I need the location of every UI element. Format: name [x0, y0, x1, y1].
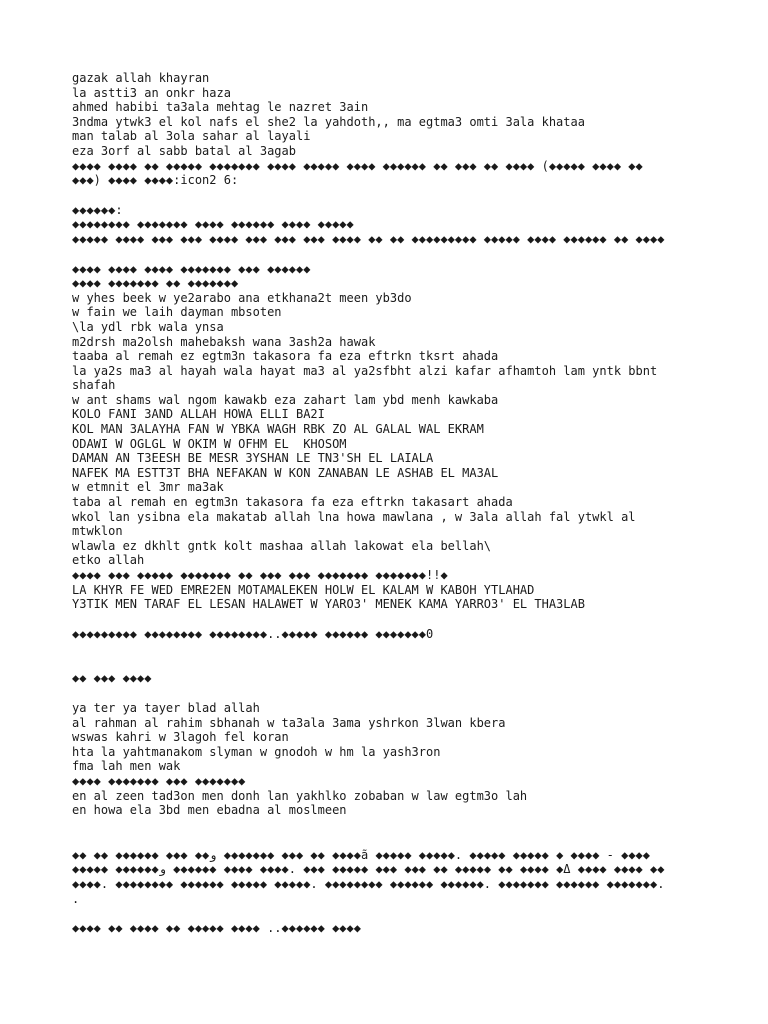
text-line: la ya2s ma3 al hayah wala hayat ma3 al ya2sfbht alzi kafar afhamtoh lam yntk bbnt [72, 363, 658, 378]
text-line: ◆◆◆◆◆ ◆◆◆◆ ◆◆◆ ◆◆◆ ◆◆◆◆ ◆◆◆ ◆◆◆ ◆◆◆ ◆◆◆◆ ◆◆ ◆◆ ◆◆◆◆◆◆◆◆◆ ◆◆◆◆◆ ◆◆◆◆ ◆◆◆◆◆◆ ◆◆ ◆◆◆◆ [72, 231, 665, 246]
text-block [72, 921, 702, 936]
text-line: en al zeen tad3on men donh lan yakhlko zobaban w law egtm3o lah [72, 788, 528, 803]
text-line: wkol lan ysibna ela makatab allah lna howa mawlana , w 3ala allah fal ytwkl al [72, 509, 636, 524]
text-block [72, 671, 702, 686]
text-line: ODAWI W OGLGL W OKIM W OFHM EL KHOSOM [72, 436, 347, 451]
text-block [72, 701, 702, 818]
text-line: ahmed habibi ta3ala mehtag le nazret 3ain [72, 100, 369, 115]
text-line: ◆◆◆◆. ◆◆◆◆◆◆◆◆ ◆◆◆◆◆◆ ◆◆◆◆◆ ◆◆◆◆◆. ◆◆◆◆◆◆◆◆ ◆◆◆◆◆◆ ◆◆◆◆◆◆. ◆◆◆◆◆◆◆ ◆◆◆◆◆◆ ◆◆◆◆◆◆◆. [72, 876, 665, 891]
text-line: w yhes beek w ye2arabo ana etkhana2t meen yb3do [72, 290, 412, 305]
text-line: ya ter ya tayer blad allah [72, 700, 260, 715]
text-line: hta la yahtmanakom slyman w gnodoh w hm la yash3ron [72, 744, 441, 759]
text-line: ◆◆◆◆◆ ◆◆◆◆◆◆و ◆◆◆◆◆◆ ◆◆◆◆ ◆◆◆◆. ◆◆◆ ◆◆◆◆◆ ◆◆◆ ◆◆◆ ◆◆ ◆◆◆◆◆ ◆◆ ◆◆◆◆ ◆Δ ◆◆◆◆ ◆◆◆◆ ◆◆ [72, 862, 665, 877]
text-line: mtwklon [72, 524, 123, 539]
text-line: taaba al remah ez egtm3n takasora fa eza eftrkn tksrt ahada [72, 349, 499, 364]
text-line: NAFEK MA ESTT3T BHA NEFAKAN W KON ZANABAN LE ASHAB EL MA3AL [72, 465, 499, 480]
text-line: ◆◆◆◆ ◆◆◆◆◆◆◆ ◆◆ ◆◆◆◆◆◆◆ [72, 276, 239, 291]
text-line: wswas kahri w 3lagoh fel koran [72, 730, 289, 745]
text-line: ◆◆◆) ◆◆◆◆ ◆◆◆◆:icon2 6: [72, 173, 239, 188]
text-line: . [72, 891, 80, 906]
text-line: en howa ela 3bd men ebadna al moslmeen [72, 803, 347, 818]
text-line: KOL MAN 3ALAYHA FAN W YBKA WAGH RBK ZO AL GALAL WAL EKRAM [72, 422, 484, 437]
text-line: eza 3orf al sabb batal al 3agab [72, 143, 296, 158]
text-block [72, 848, 702, 906]
text-line: \la ydl rbk wala ynsa [72, 319, 224, 334]
text-line: taba al remah en egtm3n takasora fa eza eftrkn takasart ahada [72, 495, 513, 510]
text-block [72, 203, 702, 247]
text-block [72, 627, 702, 642]
text-block [72, 262, 702, 612]
text-line: w fain we laih dayman mbsoten [72, 305, 282, 320]
text-line: 3ndma ytwk3 el kol nafs el she2 la yahdoth,, ma egtma3 omti 3ala khataa [72, 114, 585, 129]
text-line: ◆◆◆◆◆◆◆◆ ◆◆◆◆◆◆◆ ◆◆◆◆ ◆◆◆◆◆◆ ◆◆◆◆ ◆◆◆◆◆ [72, 217, 354, 232]
text-line: m2drsh ma2olsh mahebaksh wana 3ash2a hawak [72, 334, 376, 349]
text-line: la astti3 an onkr haza [72, 85, 231, 100]
text-line: gazak allah khayran [72, 71, 210, 85]
text-line: ◆◆ ◆◆ ◆◆◆◆◆◆ ◆◆◆ ◆◆و ◆◆◆◆◆◆◆ ◆◆◆ ◆◆ ◆◆◆◆ã ◆◆◆◆◆ ◆◆◆◆◆. ◆◆◆◆◆ ◆◆◆◆◆ ◆ ◆◆◆◆ - ◆◆◆◆ [72, 847, 650, 862]
text-line: ◆◆ ◆◆◆ ◆◆◆◆ [72, 671, 152, 686]
text-line: shafah [72, 378, 116, 393]
text-line: ◆◆◆◆ ◆◆◆◆ ◆◆◆◆ ◆◆◆◆◆◆◆ ◆◆◆ ◆◆◆◆◆◆ [72, 261, 311, 276]
text-line: ◆◆◆◆◆◆: [72, 202, 123, 217]
text-line: al rahman al rahim sbhanah w ta3ala 3ama yshrkon 3lwan kbera [72, 715, 506, 730]
text-line: LA KHYR FE WED EMRE2EN MOTAMALEKEN HOLW EL KALAM W KABOH YTLAHAD [72, 582, 535, 597]
text-line: DAMAN AN T3EESH BE MESR 3YSHAN LE TN3'SH EL LAIALA [72, 451, 434, 466]
text-line: w etmnit el 3mr ma3ak [72, 480, 224, 495]
text-line: Y3TIK MEN TARAF EL LESAN HALAWET W YARO3' MENEK KAMA YARRO3' EL THA3LAB [72, 597, 585, 612]
document-body [72, 71, 702, 936]
text-line: KOLO FANI 3AND ALLAH HOWA ELLI BA2I [72, 407, 325, 422]
text-line: ◆◆◆◆ ◆◆◆ ◆◆◆◆◆ ◆◆◆◆◆◆◆ ◆◆ ◆◆◆ ◆◆◆ ◆◆◆◆◆◆◆ ◆◆◆◆◆◆◆!!◆ [72, 568, 448, 582]
text-line: man talab al 3ola sahar al layali [72, 129, 311, 144]
text-line: ◆◆◆◆ ◆◆◆◆◆◆◆ ◆◆◆ ◆◆◆◆◆◆◆ [72, 773, 246, 788]
text-line: ◆◆◆◆ ◆◆◆◆ ◆◆ ◆◆◆◆◆ ◆◆◆◆◆◆◆ ◆◆◆◆ ◆◆◆◆◆ ◆◆◆◆ ◆◆◆◆◆◆ ◆◆ ◆◆◆ ◆◆ ◆◆◆◆ (◆◆◆◆◆ ◆◆◆◆ ◆◆ [72, 158, 643, 173]
text-line: fma lah men wak [72, 759, 181, 774]
text-line: etko allah [72, 553, 145, 568]
text-line: ◆◆◆◆ ◆◆ ◆◆◆◆ ◆◆ ◆◆◆◆◆ ◆◆◆◆ ..◆◆◆◆◆◆ ◆◆◆◆ [72, 921, 361, 936]
text-line: w ant shams wal ngom kawakb eza zahart lam ybd menh kawkaba [72, 392, 499, 407]
text-block [72, 71, 702, 188]
text-line: ◆◆◆◆◆◆◆◆◆ ◆◆◆◆◆◆◆◆ ◆◆◆◆◆◆◆◆..◆◆◆◆◆ ◆◆◆◆◆◆ ◆◆◆◆◆◆◆0 [72, 626, 434, 641]
text-line: wlawla ez dkhlt gntk kolt mashaa allah lakowat ela bellah\ [72, 538, 492, 553]
